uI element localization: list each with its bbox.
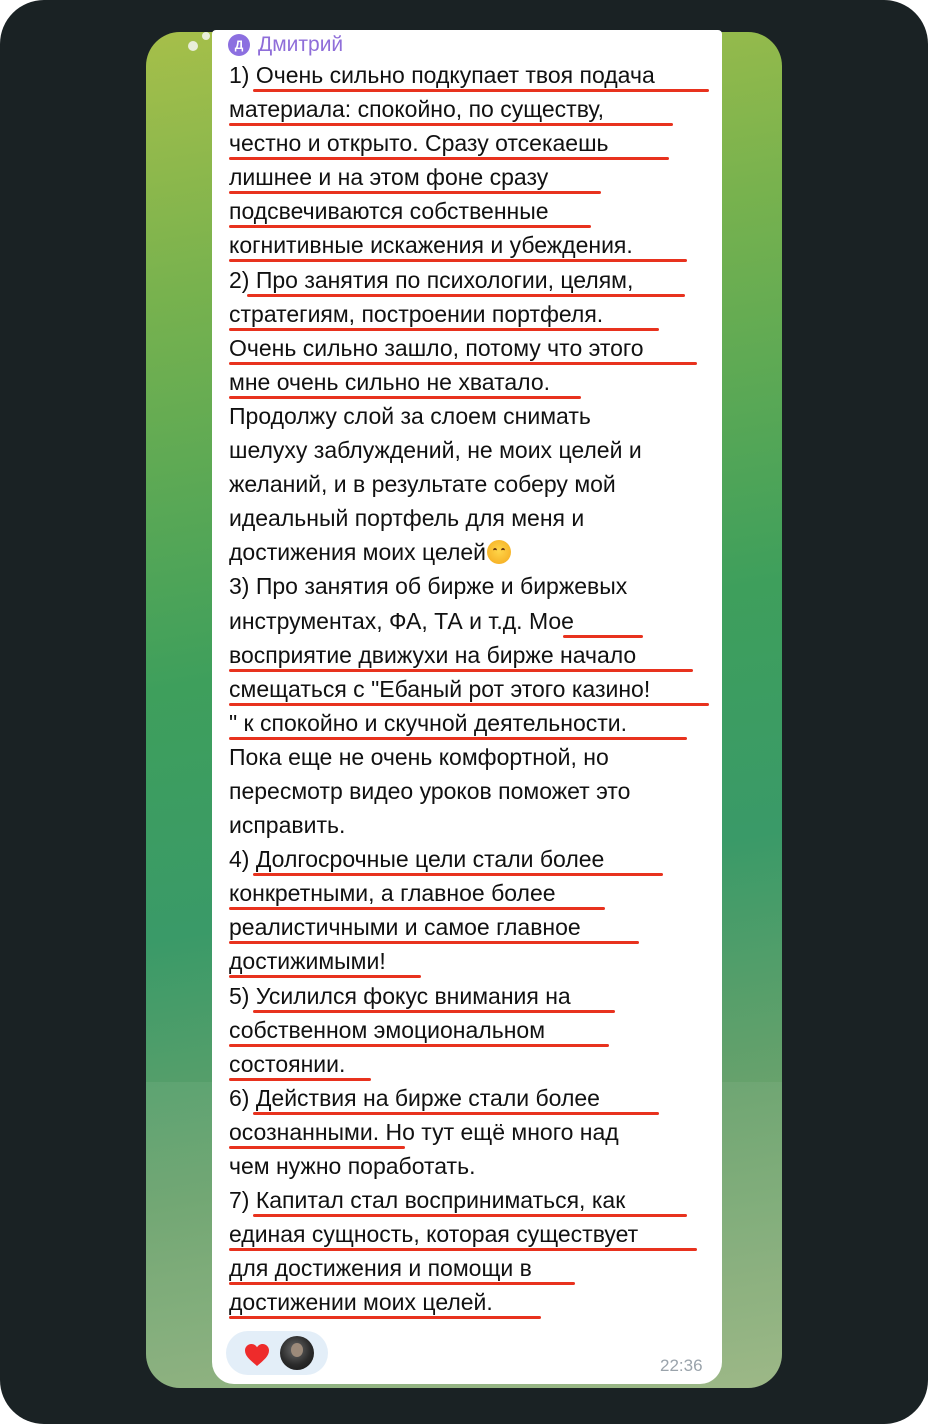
reactor-avatar[interactable] bbox=[280, 1336, 314, 1370]
smiling-face-icon bbox=[487, 540, 511, 564]
message-line-text: 1) Очень сильно подкупает твоя подача bbox=[229, 62, 655, 88]
underline-mark bbox=[229, 1316, 541, 1319]
message-line-text: 5) Усилился фокус внимания на bbox=[229, 982, 571, 1009]
message-line-text: собственном эмоциональном bbox=[229, 1016, 546, 1043]
message-line bbox=[229, 1251, 719, 1285]
message-line-text: 6) Действия на бирже стали более bbox=[229, 1084, 600, 1111]
message-line bbox=[229, 399, 719, 433]
message-line-text: шелуху заблуждений, не моих целей и bbox=[229, 437, 642, 464]
background-dot bbox=[202, 32, 210, 40]
message-line bbox=[229, 1149, 719, 1183]
reactions-bar[interactable] bbox=[226, 1331, 328, 1375]
message-line bbox=[229, 1183, 719, 1217]
message-text bbox=[229, 58, 719, 1319]
message-line bbox=[229, 1217, 719, 1251]
message-line bbox=[229, 1285, 719, 1319]
message-line bbox=[229, 263, 719, 297]
message-line-text: подсвечиваются собственные bbox=[229, 198, 549, 225]
message-line-text: пересмотр видео уроков поможет это bbox=[229, 777, 631, 804]
message-line bbox=[229, 1115, 719, 1149]
message-line-text: Пока еще не очень комфортной, но bbox=[229, 743, 609, 770]
message-line-text: Очень сильно зашло, потому что этого bbox=[229, 334, 644, 361]
message-line-text: когнитивные искажения и убеждения. bbox=[229, 232, 633, 259]
message-line bbox=[229, 944, 719, 978]
message-line-text: стратегиям, построении портфеля. bbox=[229, 300, 604, 327]
message-line bbox=[229, 706, 719, 740]
message-line bbox=[229, 126, 719, 160]
message-line-text: для достижения и помощи в bbox=[229, 1255, 532, 1282]
message-line bbox=[229, 501, 719, 535]
message-line bbox=[229, 433, 719, 467]
message-line bbox=[229, 1013, 719, 1047]
message-line-text: чем нужно поработать. bbox=[229, 1153, 476, 1179]
red-heart-icon[interactable] bbox=[244, 1343, 270, 1367]
message-line bbox=[229, 672, 719, 706]
message-line-text: достижении моих целей. bbox=[229, 1289, 493, 1316]
message-line bbox=[229, 331, 719, 365]
message-line bbox=[229, 160, 719, 194]
message-line bbox=[229, 979, 719, 1013]
message-line bbox=[229, 774, 719, 808]
message-line bbox=[229, 58, 719, 92]
message-line bbox=[229, 92, 719, 126]
message-line-text: честно и открыто. Сразу отсекаешь bbox=[229, 130, 609, 157]
message-line bbox=[229, 842, 719, 876]
sender-avatar[interactable]: Д bbox=[228, 34, 250, 56]
message-line-text: восприятие движухи на бирже начало bbox=[229, 641, 637, 668]
message-line-text: реалистичными и самое главное bbox=[229, 914, 581, 941]
message-line bbox=[229, 228, 719, 262]
message-line bbox=[229, 740, 719, 774]
background-dot bbox=[188, 41, 198, 51]
message-sender[interactable] bbox=[228, 32, 343, 58]
message-line bbox=[229, 1047, 719, 1081]
message-line bbox=[229, 297, 719, 331]
message-line bbox=[229, 604, 719, 638]
message-line-text: 7) Капитал стал восприниматься, как bbox=[229, 1187, 626, 1214]
message-line-text: единая сущность, которая существует bbox=[229, 1221, 639, 1248]
message-line-text: 4) Долгосрочные цели стали более bbox=[229, 846, 605, 873]
message-line bbox=[229, 876, 719, 910]
message-line-text: исправить. bbox=[229, 812, 346, 839]
message-line bbox=[229, 808, 719, 842]
message-line-text: " к спокойно и скучной деятельности. bbox=[229, 709, 628, 736]
message-line-text: инструментах, ФА, ТА и т.д. Мое bbox=[229, 607, 574, 634]
message-line bbox=[229, 365, 719, 399]
message-line-text: 2) Про занятия по психологии, целям, bbox=[229, 266, 634, 293]
message-line bbox=[229, 467, 719, 501]
message-line-text: конкретными, а главное более bbox=[229, 880, 556, 907]
message-line-text: осознанными. Но тут ещё много над bbox=[229, 1118, 619, 1145]
message-line-text: смещаться с "Ебаный рот этого казино! bbox=[229, 675, 651, 702]
message-timestamp: 22:36 bbox=[660, 1356, 703, 1375]
message-line-text: идеальный портфель для меня и bbox=[229, 505, 585, 532]
message-line bbox=[229, 638, 719, 672]
message-line-text: Продолжу слой за слоем снимать bbox=[229, 402, 591, 429]
message-line-text: лишнее и на этом фоне сразу bbox=[229, 164, 549, 191]
message-line bbox=[229, 535, 719, 569]
message-line bbox=[229, 194, 719, 228]
message-line-text: достижимыми! bbox=[229, 948, 386, 975]
message-line-text: желаний, и в результате соберу мой bbox=[229, 471, 616, 498]
message-line bbox=[229, 1081, 719, 1115]
message-line-text: достижения моих целей bbox=[229, 539, 487, 566]
sender-name[interactable]: Дмитрий bbox=[258, 33, 344, 56]
message-line-text: мне очень сильно не хватало. bbox=[229, 368, 551, 395]
message-line bbox=[229, 569, 719, 603]
message-line-text: материала: спокойно, по существу, bbox=[229, 96, 604, 123]
message-line-text: состоянии. bbox=[229, 1050, 346, 1077]
message-line-text: 3) Про занятия об бирже и биржевых bbox=[229, 573, 628, 600]
message-line bbox=[229, 910, 719, 944]
